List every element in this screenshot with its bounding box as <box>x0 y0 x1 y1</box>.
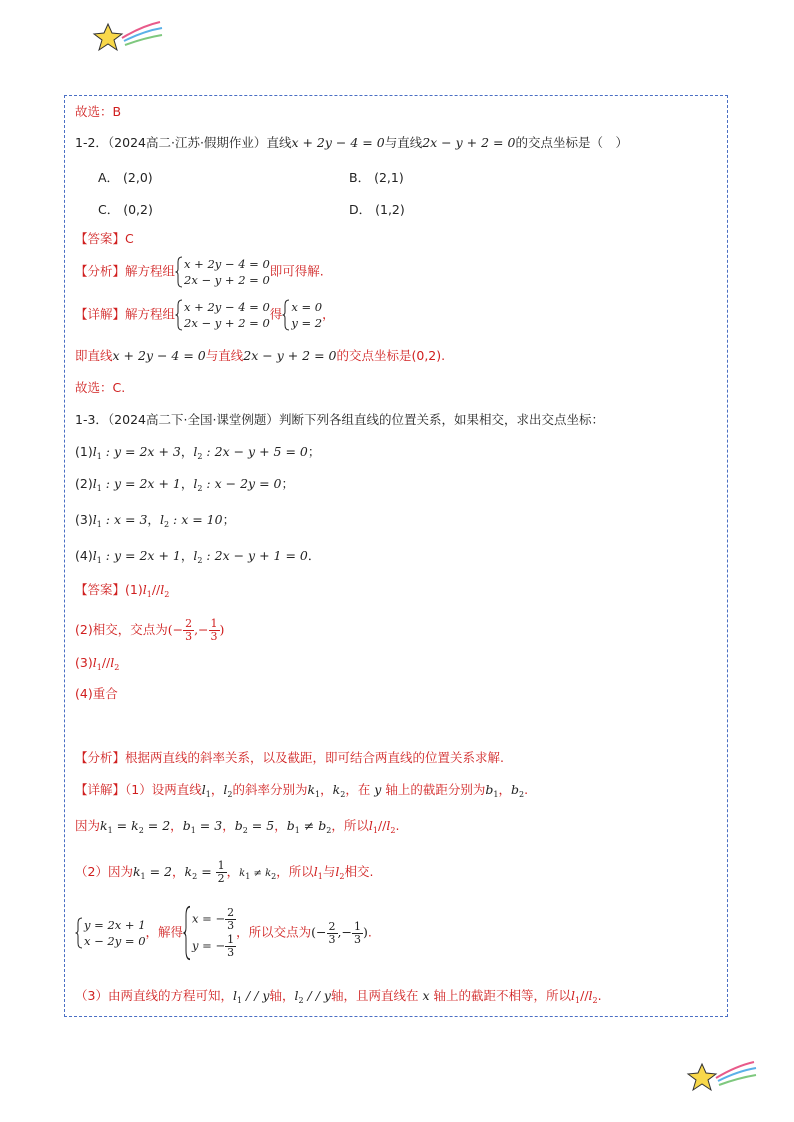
text: ； <box>281 476 294 491</box>
text: ． <box>307 548 321 563</box>
solution-x: x = 0 <box>291 300 323 314</box>
option-c[interactable] <box>98 200 153 218</box>
detail-1-3-line3: （2）因为$k_1 = 2$，$k_2$ = $\frac{1}{2}$ ，$k_1 \ne k_2$，所以$l_1$与$l_2$相交. <box>75 859 374 885</box>
answer-1-3-part2: (2)相交，交点为(− $\frac{2}{3}$ ,− $\frac{1}{3}$ ) <box>75 617 225 643</box>
solution-y: y = 2 <box>291 316 323 330</box>
text: 相交. <box>344 864 374 879</box>
answer-1-3-part1: 【答案】$(1)l_1//l_2$ <box>75 582 170 599</box>
solution-y-label: y = − <box>192 938 226 953</box>
detail-1-3-line2: 因为$k_1 = k_2 = 2$，$b_1 = 3$，$b_2 = 5$，$b_1 \ne b_2$，所以$l_1//l_2$. <box>75 818 400 835</box>
line-l2: 2x − y + 5 = 0 <box>214 444 308 459</box>
option-letter: A． <box>98 170 120 185</box>
item-index: (1) <box>75 444 93 459</box>
equation-line1: x + 2y − 4 = 0 <box>112 348 206 363</box>
question-source: （2024高二·江苏·假期作业） <box>107 135 267 150</box>
text: ，所以 <box>331 818 369 833</box>
system-eq2: x − 2y = 0 <box>84 934 146 948</box>
text: 与直线 <box>205 348 244 363</box>
question-1-2-stem <box>75 135 628 151</box>
option-a[interactable] <box>98 168 153 186</box>
option-value: (2,1) <box>374 170 404 185</box>
text: 的交点坐标是（ ） <box>515 135 628 150</box>
line-l1: x = 3 <box>113 512 148 527</box>
value: = 2 <box>149 864 173 879</box>
text: 的交点坐标是(0,2). <box>336 348 446 363</box>
equation-system <box>75 917 146 949</box>
detail-label: 【详解】解方程组 <box>75 306 176 322</box>
item-index: (3) <box>75 512 93 527</box>
option-letter: B． <box>349 170 371 185</box>
fraction: $\frac{1}{2}$ <box>217 859 225 885</box>
solution-x-label: x = − <box>192 911 226 926</box>
text: ，解得 <box>145 924 184 940</box>
equation-system <box>175 256 270 288</box>
line-l1: y = 2x + 1 <box>113 548 181 563</box>
text: （2）因为 <box>75 864 133 879</box>
value: = 3 <box>199 818 223 833</box>
previous-choice: 故选：B <box>75 104 122 119</box>
sub-item-4: $(4)l_1$ : y = 2x + 1，$l_2$ : 2x − y + 1 = 0． <box>75 548 321 565</box>
answer-1-3-part4: (4)重合 <box>75 686 118 701</box>
detail-1-3-line1: 【详解】（1）设两直线$l_1$，$l_2$的斜率分别为$k_1$，$k_2$，在 y 轴上的截距分别为$b_1$，$b_2$. <box>75 782 529 799</box>
text: 的斜率分别为 <box>232 782 308 797</box>
detail-label: 【详解】 <box>75 782 126 797</box>
option-value: (1,2) <box>375 202 405 217</box>
part-index: (3) <box>75 655 93 670</box>
detail-1-2 <box>75 299 335 331</box>
text: ，所以 <box>276 864 314 879</box>
line-l2: x − 2y = 0 <box>214 476 282 491</box>
text: 轴上的截距分别为 <box>385 782 486 797</box>
question-number: 1-2． <box>75 135 108 150</box>
equation-line2: 2x − y + 2 = 0 <box>243 348 337 363</box>
text: 即直线 <box>75 348 113 363</box>
answer-1-2: 【答案】C <box>75 231 134 246</box>
analysis-1-3: 【分析】根据两直线的斜率关系，以及截距，即可结合两直线的位置关系求解. <box>75 750 504 765</box>
text: ； <box>222 512 236 527</box>
value: = 5 <box>251 818 275 833</box>
chosen-1-2: 故选：C. <box>75 380 126 395</box>
detail-1-3-line4: y = 2x + 1 x − 2y = 0 ，解得 x = − $\frac{2}{3}$ y = − $\frac{1}{3}$ ，所以交点为(− $\frac{2}{3}$ ,− $\frac{1}{3}$ ). <box>75 905 372 961</box>
part-index: (1) <box>125 582 143 597</box>
question-source: （2024高二下·全国·课堂例题） <box>107 412 279 427</box>
equation-line2: 2x − y + 2 = 0 <box>422 135 516 150</box>
text: ，所以交点为 <box>236 924 312 940</box>
text: （1）设两直线 <box>125 782 202 797</box>
solution-system: x = − $\frac{2}{3}$ y = − $\frac{1}{3}$ <box>183 905 236 961</box>
option-b[interactable] <box>349 168 404 186</box>
text: (2)相交，交点为 <box>75 622 168 637</box>
question-1-3-stem <box>75 412 604 428</box>
line-l1: y = 2x + 3 <box>113 444 181 459</box>
option-value: (0,2) <box>123 202 153 217</box>
text: 因为 <box>75 818 101 833</box>
line-l1: y = 2x + 1 <box>113 476 181 491</box>
fraction: $\frac{2}{3}$ <box>185 617 193 643</box>
text: = <box>201 864 212 879</box>
system-eq2: 2x − y + 2 = 0 <box>184 316 270 330</box>
option-value: (2,0) <box>123 170 153 185</box>
text: ，在 <box>345 782 371 797</box>
system-eq2: 2x − y + 2 = 0 <box>184 273 270 287</box>
star-decoration-top-icon <box>92 18 164 58</box>
text: 轴上的截距不相等，所以 <box>433 988 572 1003</box>
system-eq1: y = 2x + 1 <box>84 918 146 932</box>
option-letter: C． <box>98 202 120 217</box>
sub-item-1: $(1)l_1$ : y = 2x + 3，$l_2$ : 2x − y + 5 = 0； <box>75 444 321 461</box>
text: 轴， <box>269 988 295 1003</box>
detail-1-3-line5: （3）由两直线的方程可知，$l_1$ / / y轴，$l_2$ / / y轴，且两直线在 x 轴上的截距不相等，所以$l_1//l_2$. <box>75 988 602 1005</box>
sub-item-2: $(2)l_1$ : y = 2x + 1，$l_2$ : x − 2y = 0； <box>75 476 294 493</box>
analysis-label: 【分析】解方程组 <box>75 263 176 279</box>
option-letter: D． <box>349 202 372 217</box>
question-text: 判断下列各组直线的位置关系，如果相交，求出交点坐标： <box>278 412 604 427</box>
text: 得 <box>269 306 283 322</box>
answer-1-3-part3: $(3)l_1//l_2$ <box>75 655 120 672</box>
text: 与直线 <box>384 135 423 150</box>
answer-label: 【答案】 <box>75 582 126 597</box>
question-number: 1-3． <box>75 412 108 427</box>
value: = 2 <box>147 818 171 833</box>
item-index: (2) <box>75 476 93 491</box>
text: （3）由两直线的方程可知， <box>75 988 233 1003</box>
analysis-tail: 即可得解. <box>269 263 324 279</box>
star-decoration-bottom-icon <box>686 1058 758 1098</box>
solution-system <box>282 299 322 331</box>
conclusion-1-2 <box>75 348 445 364</box>
text: 轴，且两直线在 <box>330 988 419 1003</box>
analysis-1-2 <box>75 256 324 288</box>
system-eq1: x + 2y − 4 = 0 <box>184 300 270 314</box>
equation-system <box>175 299 270 331</box>
item-index: (4) <box>75 548 93 563</box>
option-d[interactable] <box>349 200 405 218</box>
equation-line1: x + 2y − 4 = 0 <box>291 135 385 150</box>
text: 直线 <box>266 135 292 150</box>
fraction: $\frac{1}{3}$ <box>210 617 218 643</box>
text: ； <box>307 444 321 459</box>
line-l2: 2x − y + 1 = 0 <box>214 548 308 563</box>
text: ， <box>322 306 335 322</box>
system-eq1: x + 2y − 4 = 0 <box>184 257 270 271</box>
line-l2: x = 10 <box>181 512 223 527</box>
text: 与 <box>322 864 336 879</box>
sub-item-3: $(3)l_1$ : x = 3，$l_2$ : x = 10； <box>75 512 236 529</box>
